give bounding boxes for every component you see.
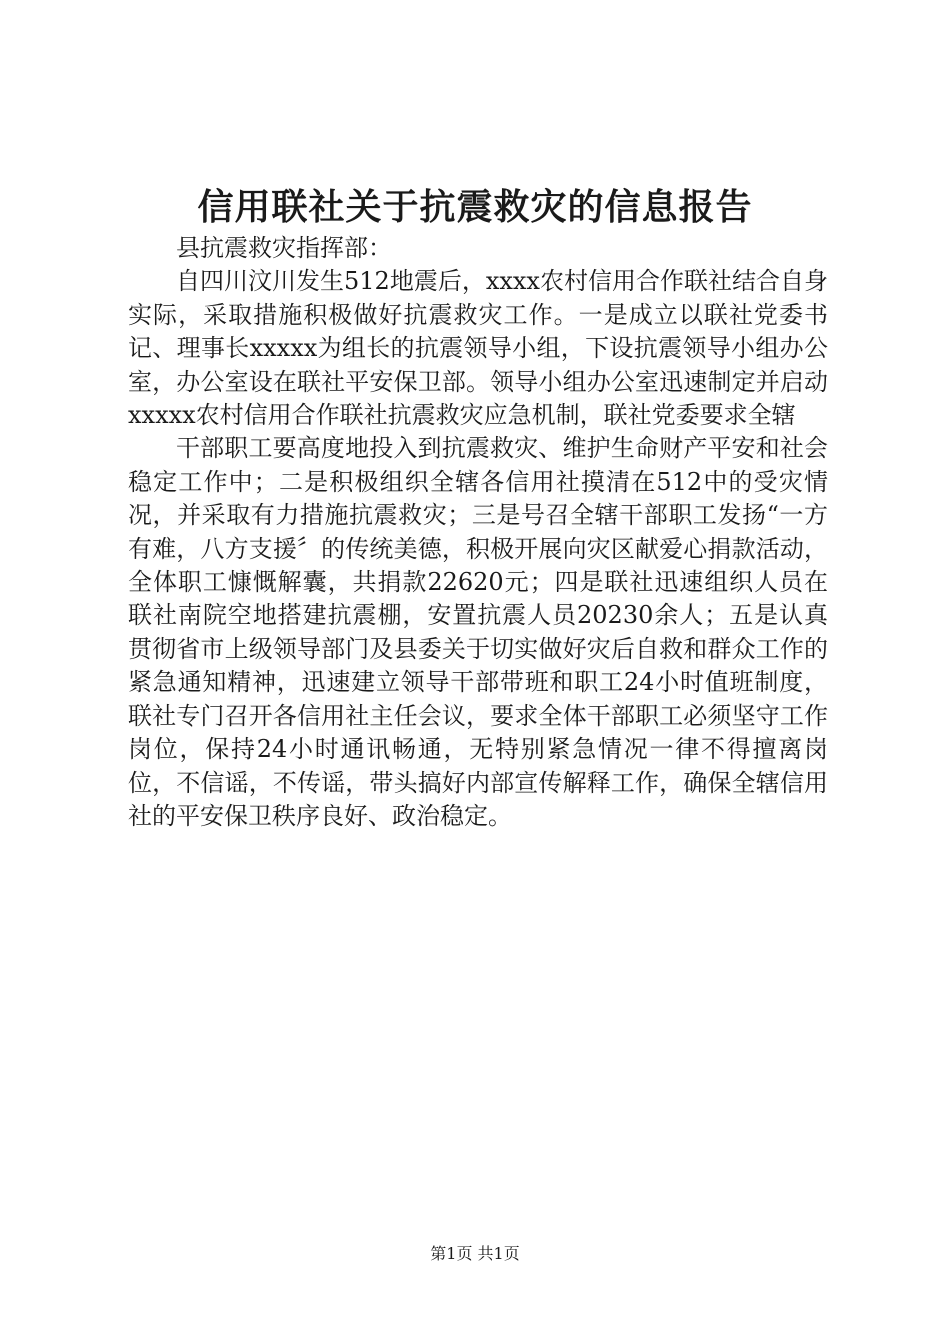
- paragraph-1: 自四川汶川发生512地震后，xxxx农村信用合作联社结合自身实际，采取措施积极做好抗震救灾工作。一是成立以联社党委书记、理事长xxxxx为组长的抗震领导小组，下设抗震领导小组办公室，办公室设在联社平安保卫部。领导小组办公室迅速制定并启动xxxxx农村信用合作联社抗震救灾应急机制，联社党委要求全辖: [128, 267, 828, 430]
- document-title: 信用联社关于抗震救灾的信息报告: [197, 187, 753, 228]
- paragraph-2: 干部职工要高度地投入到抗震救灾、维护生命财产平安和社会稳定工作中；二是积极组织全辖各信用社摸清在512中的受灾情况，并采取有力措施抗震救灾；三是号召全辖干部职工发扬“一方有难，八方支援〞的传统美德，积极开展向灾区献爱心捐款活动，全体职工慷慨解囊，共捐款22620元；四是联社迅速组织人员在联社南院空地搭建抗震棚，安置抗震人员20230余人；五是认真贯彻省市上级领导部门及县委关于切实做好灾后自救和群众工作的紧急通知精神，迅速建立领导干部带班和职工24小时值班制度，联社专门召开各信用社主任会议，要求全体干部职工必须坚守工作岗位，保持24小时通讯畅通，无特别紧急情况一律不得擅离岗位，不信谣，不传谣，带头搞好内部宣传解释工作，确保全辖信用社的平安保卫秩序良好、政治稳定。: [128, 434, 828, 830]
- document-body: [128, 232, 828, 833]
- page-number: 第1页: [430, 1244, 473, 1263]
- page-footer: [0, 1243, 950, 1265]
- salutation: 县抗震救灾指挥部：: [176, 234, 392, 262]
- page-total: 共1页: [477, 1244, 520, 1263]
